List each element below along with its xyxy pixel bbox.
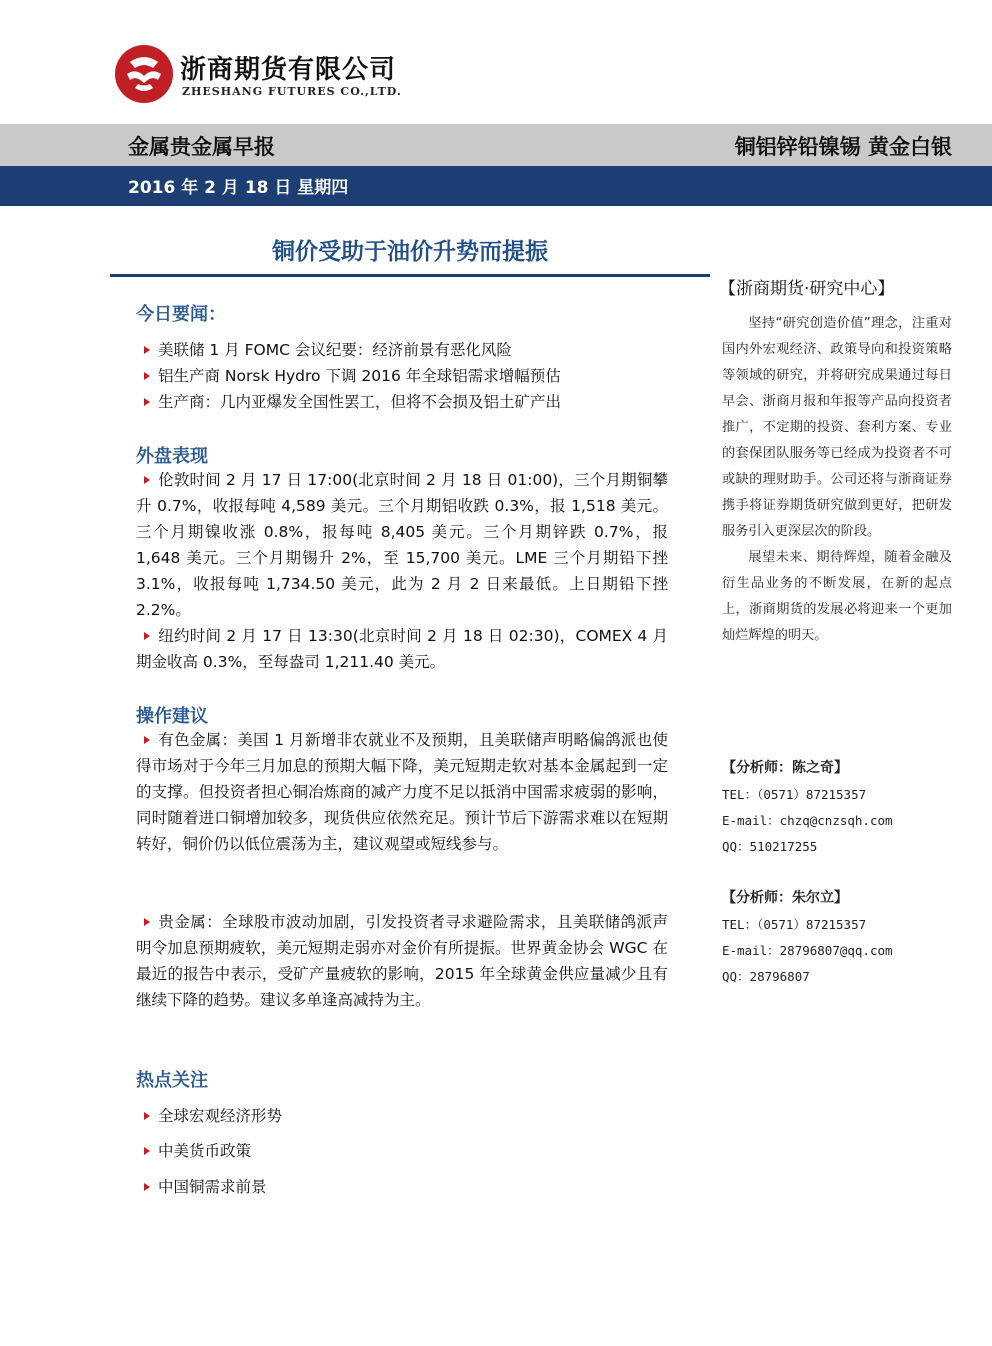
bullet-arrow-icon — [144, 372, 150, 380]
bullet-arrow-icon — [144, 736, 150, 744]
sidebar-title: 【浙商期货·研究中心】 — [719, 279, 895, 299]
headline: 铜价受助于油价升势而提振 — [272, 239, 548, 265]
list-item: 中国铜需求前景 — [136, 1174, 267, 1200]
analyst-email: E-mail：28796807@qq.com — [722, 943, 893, 958]
report-metals: 铜铝锌铅镍锡 黄金白银 — [734, 135, 952, 159]
zheshang-logo-icon — [114, 44, 174, 104]
bullet-arrow-icon — [144, 632, 150, 640]
section-title-news: 今日要闻： — [136, 304, 226, 325]
company-name-en: ZHESHANG FUTURES CO.,LTD. — [182, 85, 402, 98]
bullet-arrow-icon — [144, 1147, 150, 1155]
bullet-arrow-icon — [144, 398, 150, 406]
bullet-arrow-icon — [144, 476, 150, 484]
analyst-tel: TEL：（0571）87215357 — [722, 787, 867, 802]
list-item: 生产商：几内亚爆发全国性罢工，但将不会损及铝土矿产出 — [136, 389, 561, 415]
list-item: 美联储 1 月 FOMC 会议纪要：经济前景有恶化风险 — [136, 337, 512, 363]
section-title-overseas: 外盘表现 — [136, 446, 208, 467]
analyst-qq: QQ：510217255 — [722, 839, 818, 854]
list-item: 铝生产商 Norsk Hydro 下调 2016 年全球铝需求增幅预估 — [136, 363, 561, 389]
report-name: 金属贵金属早报 — [128, 135, 275, 159]
bullet-arrow-icon — [144, 1183, 150, 1191]
bullet-arrow-icon — [144, 346, 150, 354]
section-title-advice: 操作建议 — [136, 706, 208, 727]
sidebar-paragraph: 展望未来、期待辉煌，随着金融及衍生品业务的不断发展，在新的起点上，浙商期货的发展必将迎来一个更加灿烂辉煌的明天。 — [722, 550, 952, 643]
analyst-email: E-mail：chzq@cnzsqh.com — [722, 813, 893, 828]
analyst-name: 【分析师：朱尔立】 — [722, 890, 848, 906]
sidebar-paragraph: 坚持“研究创造价值”理念，注重对国内外宏观经济、政策导向和投资策略等领域的研究，并将研究成果通过每日早会、浙商月报和年报等产品向投资者推广，不定期的投资、套利方案、专业的套保团队服务等已经成为投资者不可或缺的理财助手。公司还将与浙商证券携手将证券期货研究做到更好，把研发服务引入更深层次的阶段。 — [722, 316, 952, 539]
bullet-arrow-icon — [144, 918, 150, 926]
paragraph-overseas-ny: 纽约时间 2 月 17 日 13:30(北京时间 2 月 18 日 02:30)，COMEX 4 月期金收高 0.3%，至每盎司 1,211.40 美元。 — [136, 627, 668, 671]
sidebar-intro — [722, 311, 952, 649]
company-name-cn: 浙商期货有限公司 — [180, 55, 397, 85]
section-title-hot: 热点关注 — [136, 1070, 208, 1091]
analyst-tel: TEL：（0571）87215357 — [722, 917, 867, 932]
list-item: 全球宏观经济形势 — [136, 1103, 282, 1129]
list-item: 中美货币政策 — [136, 1138, 251, 1164]
paragraph-advice-base-metals: 有色金属：美国 1 月新增非农就业不及预期，且美联储声明略偏鸽派也使得市场对于今年三月加息的预期大幅下降，美元短期走软对基本金属起到一定的支撑。但投资者担心铜冶炼商的减产力度不足以抵消中国需求疲弱的影响，同时随着进口铜增加较多，现货供应依然充足。预计节后下游需求难以在短期转好，铜价仍以低位震荡为主，建议观望或短线参与。 — [136, 731, 668, 853]
paragraph-advice-precious: 贵金属：全球股市波动加剧，引发投资者寻求避险需求，且美联储鸽派声明令加息预期疲软，美元短期走弱亦对金价有所提振。世界黄金协会 WGC 在最近的报告中表示，受矿产量疲软的影响，2015 年全球黄金供应量减少且有继续下降的趋势。建议多单逢高减持为主。 — [136, 913, 668, 1009]
analyst-qq: QQ：28796807 — [722, 969, 810, 984]
bullet-arrow-icon — [144, 1112, 150, 1120]
analyst-name: 【分析师：陈之奇】 — [722, 760, 848, 776]
headline-divider — [110, 274, 710, 277]
report-date: 2016 年 2 月 18 日 星期四 — [128, 178, 349, 198]
paragraph-overseas-london: 伦敦时间 2 月 17 日 17:00(北京时间 2 月 18 日 01:00)，三个月期铜攀升 0.7%，收报每吨 4,589 美元。三个月期铝收跌 0.3%，报 1,518 美元。三个月期镍收涨 0.8%，报每吨 8,405 美元。三个月期锌跌 0.7%，报 1,648 美元。三个月期锡升 2%，至 15,700 美元。LME 三个月期铅下挫 3.1%，收报每吨 1,734.50 美元，此为 2 月 2 日来最低。上日期铅下挫 2.2%。 — [136, 471, 668, 619]
